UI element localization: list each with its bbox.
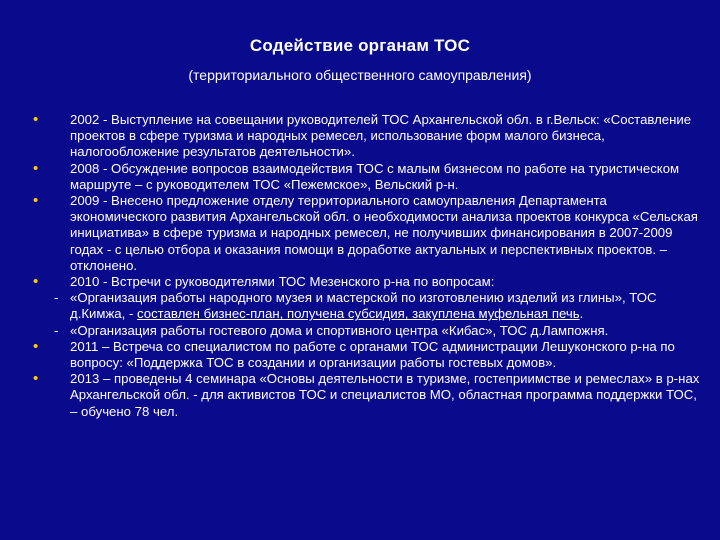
- item-text: 2009 - Внесено предложение отделу территориального самоуправления Департамента экономического развития Архангельской обл. о необходимости анализа проектов конкурса «Сельская инициатива» в сфере туризма и народных ремесел, не получивших финансирования в 2007-2009 годах - с целью отбора и оказания помощи в доработке актуальных и перспективных проектов. – отклонено.: [70, 193, 698, 273]
- dot-bullet-icon: •: [33, 111, 39, 128]
- item-text: 2011 – Встреча со специалистом по работе с органами ТОС администрации Лешуконского р-на по вопросу: «Поддержка ТОС в создании и организации работы гостевых домов».: [70, 338, 675, 371]
- dot-bullet-icon: •: [33, 337, 39, 355]
- list-item: [33, 370, 700, 420]
- item-text: «Организация работы народного музея и мастерской по изготовлению изделий из глины», ТОС д.Кимжа, -: [70, 290, 657, 322]
- dot-bullet-icon: •: [33, 192, 39, 210]
- list-item: [33, 159, 700, 193]
- slide-title: Содействие органам ТОС: [249, 36, 471, 55]
- list-item: [33, 337, 700, 371]
- list-item: [33, 111, 700, 161]
- item-text-underlined: составлен бизнес-план, получена субсидия, закуплена муфельная печь: [137, 306, 580, 322]
- item-text-end: .: [579, 306, 584, 322]
- dot-bullet-icon: •: [33, 370, 39, 388]
- dot-bullet-icon: •: [33, 273, 39, 291]
- sub-list-item: [54, 290, 700, 322]
- bullet-list: [33, 111, 700, 420]
- dash-marker: -: [54, 322, 59, 338]
- item-text: «Организация работы гостевого дома и спортивного центра «Кибас», ТОС д.Лампожня.: [70, 322, 609, 338]
- title-block: [0, 36, 720, 84]
- item-text: 2010 - Встречи с руководителями ТОС Мезенского р-на по вопросам:: [70, 274, 495, 290]
- item-text: 2002 - Выступление на совещании руководителей ТОС Архангельской обл. в г.Вельск: «Составление проектов в сфере туризма и народных ремесел, использование форм малого бизнеса, налогообложение результатов деятельности».: [70, 112, 692, 160]
- item-text: 2008 - Обсуждение вопросов взаимодействия ТОС с малым бизнесом по работе на туристическом маршруте – с руководителем ТОС «Пежемское», Вельский р-н.: [70, 160, 680, 192]
- list-item: [33, 273, 700, 291]
- dash-marker: -: [54, 290, 59, 306]
- slide-subtitle: (территориального общественного самоуправления): [188, 67, 532, 83]
- list-item: [33, 192, 700, 274]
- dot-bullet-icon: •: [33, 159, 39, 177]
- item-text: 2013 – проведены 4 семинара «Основы деятельности в туризме, гостеприимстве и ремеслах» в р-нах Архангельской обл. - для активистов ТОС и специалистов МО, областная программа поддержки ТОС, – обучено 78 чел.: [70, 371, 700, 419]
- sub-list-item: [54, 322, 700, 339]
